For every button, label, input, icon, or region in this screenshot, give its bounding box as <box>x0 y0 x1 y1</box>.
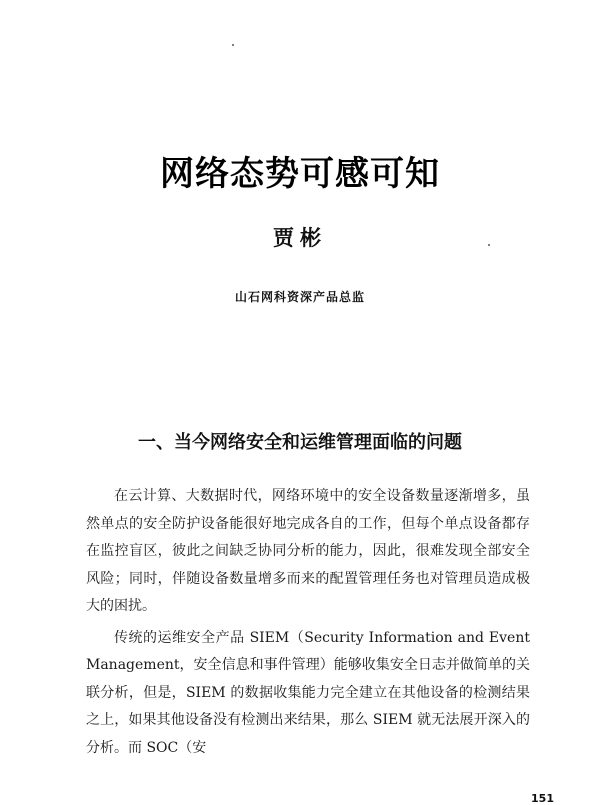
body-text <box>86 483 530 762</box>
article-title: 网络态势可感可知 <box>160 154 440 194</box>
page-number: 151 <box>531 792 554 805</box>
paragraph: 传统的运维安全产品 SIEM（Security Information and Event Management，安全信息和事件管理）能够收集安全日志并做简单的关联分析，但是，SIEM 的数据收集能力完全建立在其他设备的检测结果之上，如果其他设备没有检测出来结果，那么 SIEM 就无法展开深入的分析。而 SOC（安 <box>86 629 530 756</box>
scan-speck <box>232 44 234 46</box>
author-affiliation: 山石网科资深产品总监 <box>234 290 365 304</box>
author-name: 贾彬 <box>273 226 327 250</box>
paragraph: 在云计算、大数据时代，网络环境中的安全设备数量逐渐增多，虽然单点的安全防护设备能很好地完成各自的工作，但每个单点设备都存在监控盲区，彼此之间缺乏协同分析的能力，因此，很难发现全部安全风险；同时，伴随设备数量增多而来的配置管理任务也对管理员造成极大的困扰。 <box>86 488 530 614</box>
section-heading: 一、当今网络安全和运维管理面临的问题 <box>138 432 462 453</box>
